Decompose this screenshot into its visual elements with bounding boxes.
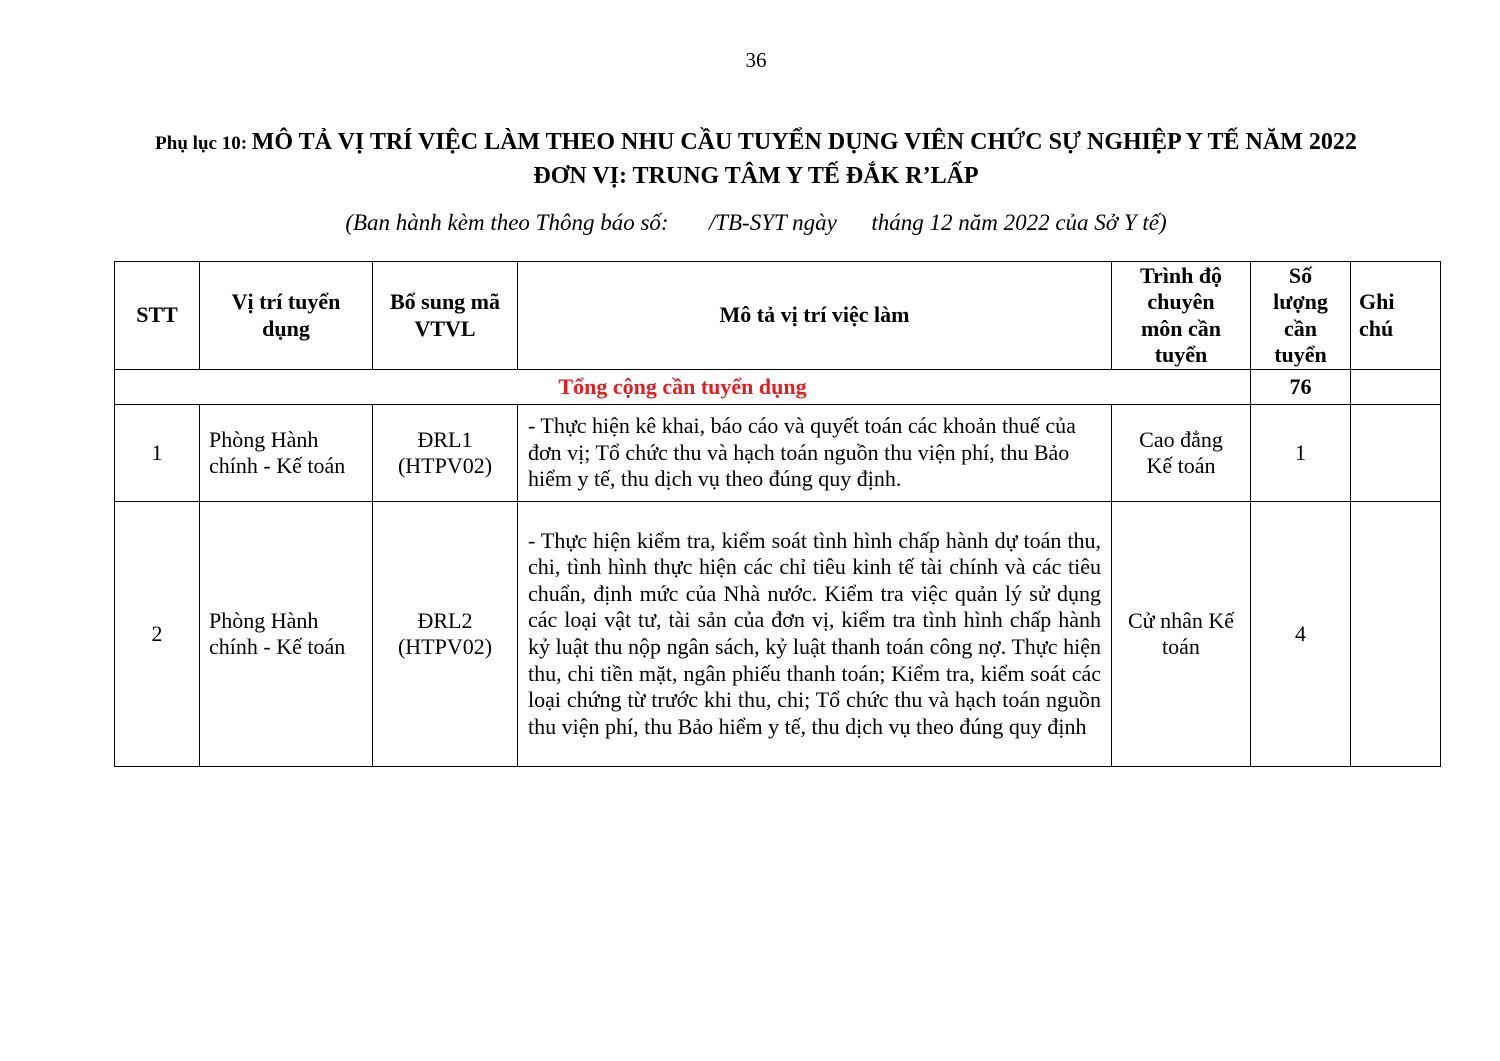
row-note bbox=[1351, 502, 1441, 767]
row-position: Phòng Hành chính - Kế toán bbox=[200, 405, 373, 502]
row-quantity: 1 bbox=[1251, 405, 1351, 502]
row-description: - Thực hiện kê khai, báo cáo và quyết toán các khoản thuế của đơn vị; Tổ chức thu và hạch toán nguồn thu viện phí, thu Bảo hiểm y tế, thu dịch vụ theo đúng quy định. bbox=[518, 405, 1112, 502]
row-stt: 1 bbox=[115, 405, 200, 502]
row-stt: 2 bbox=[115, 502, 200, 767]
table-row bbox=[115, 405, 1441, 502]
table-row bbox=[115, 502, 1441, 767]
header-code: Bổ sung mã VTVL bbox=[373, 262, 518, 370]
page-number: 36 bbox=[745, 48, 767, 72]
total-label: Tổng cộng cần tuyển dụng bbox=[115, 370, 1251, 405]
unit-title: ĐƠN VỊ: TRUNG TÂM Y TẾ ĐẮK R’LẤP bbox=[533, 163, 979, 189]
header-stt: STT bbox=[115, 262, 200, 370]
row-code: ĐRL2 (HTPV02) bbox=[373, 502, 518, 767]
row-code: ĐRL1 (HTPV02) bbox=[373, 405, 518, 502]
appendix-label: Phụ lục 10: bbox=[155, 133, 252, 154]
title-main: MÔ TẢ VỊ TRÍ VIỆC LÀM THEO NHU CẦU TUYỂN DỤNG VIÊN CHỨC SỰ NGHIỆP Y TẾ NĂM 2022 bbox=[251, 129, 1357, 155]
total-value: 76 bbox=[1251, 370, 1351, 405]
total-row bbox=[115, 370, 1441, 405]
recruitment-table bbox=[114, 261, 1441, 767]
row-qualification: Cử nhân Kế toán bbox=[1112, 502, 1251, 767]
header-position: Vị trí tuyển dụng bbox=[200, 262, 373, 370]
total-note bbox=[1351, 370, 1441, 405]
header-description: Mô tả vị trí việc làm bbox=[518, 262, 1112, 370]
document-title bbox=[0, 126, 1500, 193]
header-note: Ghi chú bbox=[1351, 262, 1441, 370]
row-description: - Thực hiện kiểm tra, kiểm soát tình hình chấp hành dự toán thu, chi, tình hình thực hiện các chỉ tiêu kinh tế tài chính và các tiêu chuẩn, định mức của Nhà nước. Kiểm tra việc quản lý sử dụng các loại vật tư, tài sản của đơn vị, kiểm tra tình hình chấp hành kỷ luật thu nộp ngân sách, kỷ luật thanh toán công nợ. Thực hiện thu, chi tiền mặt, ngân phiếu thanh toán; Kiểm tra, kiểm soát các loại chứng từ trước khi thu, chi; Tổ chức thu và hạch toán nguồn thu viện phí, thu Bảo hiểm y tế, thu dịch vụ theo đúng quy định bbox=[518, 502, 1112, 767]
title-line-1 bbox=[0, 126, 1500, 160]
row-qualification: Cao đẳng Kế toán bbox=[1112, 405, 1251, 502]
header-quantity: Số lượng cần tuyển bbox=[1251, 262, 1351, 370]
issuance-note: (Ban hành kèm theo Thông báo số: /TB-SYT ngày tháng 12 năm 2022 của Sở Y tế) bbox=[345, 210, 1167, 235]
table-header-row bbox=[115, 262, 1441, 370]
row-position: Phòng Hành chính - Kế toán bbox=[200, 502, 373, 767]
header-qualification: Trình độ chuyên môn cần tuyển bbox=[1112, 262, 1251, 370]
row-quantity: 4 bbox=[1251, 502, 1351, 767]
row-note bbox=[1351, 405, 1441, 502]
